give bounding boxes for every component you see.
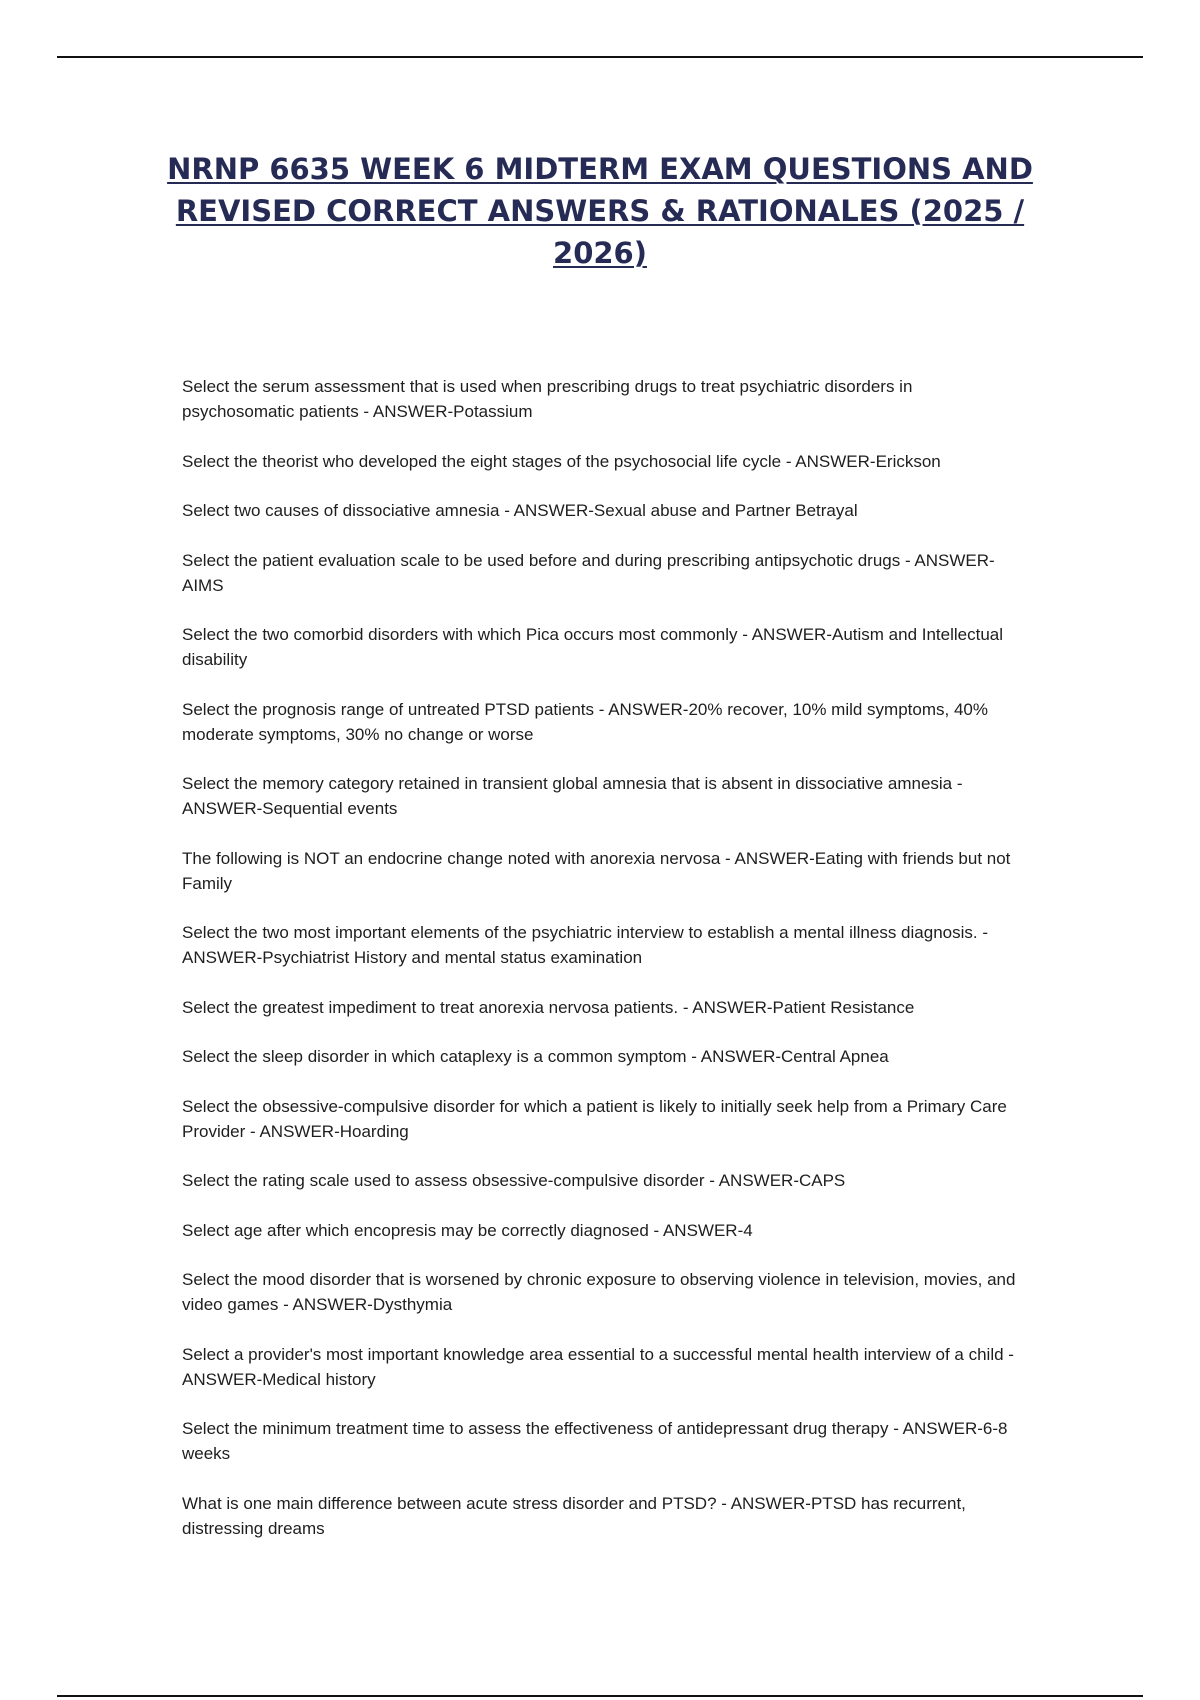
document-title: NRNP 6635 WEEK 6 MIDTERM EXAM QUESTIONS AND REVISED CORRECT ANSWERS & RATIONALES (2025 / 2026)	[167, 152, 1033, 270]
question-answer-item: Select the obsessive-compulsive disorder for which a patient is likely to initially seek help from a Primary Care Provider - ANSWER-Hoarding	[182, 1096, 1007, 1141]
question-answer-item: Select the mood disorder that is worsened by chronic exposure to observing violence in television, movies, and video games - ANSWER-Dysthymia	[182, 1270, 1016, 1314]
question-answer-item: Select the memory category retained in transient global amnesia that is absent in dissociative amnesia - ANSWER-Sequential events	[182, 774, 963, 818]
question-answer-item: Select the patient evaluation scale to be used before and during prescribing antipsychotic drugs - ANSWER-AIMS	[182, 550, 995, 595]
bottom-horizontal-rule	[57, 1695, 1143, 1697]
question-answer-item: Select the theorist who developed the eight stages of the psychosocial life cycle - ANSWER-Erickson	[182, 451, 941, 471]
question-answer-item: What is one main difference between acute stress disorder and PTSD? - ANSWER-PTSD has recurrent, distressing dreams	[182, 1493, 966, 1538]
question-answer-item: The following is NOT an endocrine change noted with anorexia nervosa - ANSWER-Eating with friends but not Family	[182, 848, 1011, 893]
question-answer-item: Select age after which encopresis may be correctly diagnosed - ANSWER-4	[182, 1220, 753, 1240]
question-answer-item: Select the sleep disorder in which cataplexy is a common symptom - ANSWER-Central Apnea	[182, 1047, 889, 1066]
question-answer-item: Select the minimum treatment time to assess the effectiveness of antidepressant drug therapy - ANSWER-6-8 weeks	[182, 1419, 1008, 1463]
question-answer-list	[182, 374, 1027, 1565]
question-answer-item: Select the rating scale used to assess obsessive-compulsive disorder - ANSWER-CAPS	[182, 1171, 846, 1190]
question-answer-item: Select a provider's most important knowledge area essential to a successful mental health interview of a child - ANSWER-Medical history	[182, 1344, 1014, 1389]
question-answer-item: Select the two comorbid disorders with which Pica occurs most commonly - ANSWER-Autism and Intellectual disability	[182, 625, 1004, 669]
question-answer-item: Select the serum assessment that is used when prescribing drugs to treat psychiatric disorders in psychosomatic patients - ANSWER-Potassium	[182, 377, 913, 421]
question-answer-item: Select the prognosis range of untreated PTSD patients - ANSWER-20% recover, 10% mild symptoms, 40% moderate symptoms, 30% no change or worse	[182, 699, 988, 744]
question-answer-item: Select the two most important elements of the psychiatric interview to establish a mental illness diagnosis. - ANSWER-Psychiatrist History and mental status examination	[182, 923, 988, 967]
question-answer-item: Select the greatest impediment to treat anorexia nervosa patients. - ANSWER-Patient Resistance	[182, 997, 915, 1017]
top-horizontal-rule	[57, 56, 1143, 58]
question-answer-item: Select two causes of dissociative amnesia - ANSWER-Sexual abuse and Partner Betrayal	[182, 501, 858, 520]
